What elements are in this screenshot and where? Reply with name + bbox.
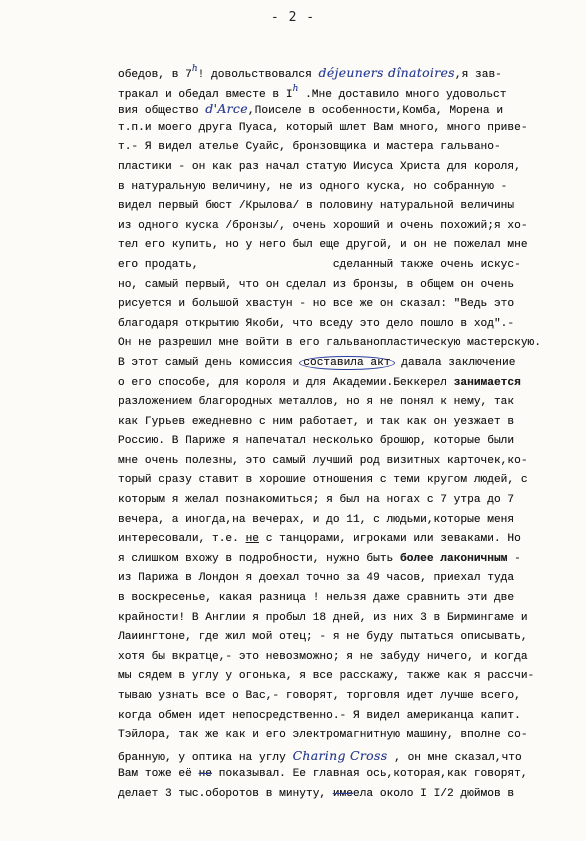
text-line-15: Он не разрешил мне войти в его гальванопластическую мастерскую. [118, 337, 541, 350]
typed-text: - [507, 552, 521, 565]
text-line-4: т.п.и моего друга Пуаса, который шлет Вам много, много приве- [118, 121, 528, 134]
text-line-33: тываю узнать все о Вас,- говорят, торговля идет лучше всего, [118, 690, 521, 702]
handwritten-superscript: h [292, 83, 299, 94]
typed-text: интересовали, т.е. [118, 533, 246, 546]
text-line-31: хотя бы вкратце,- это невозможно; я не забуду ничего, и когда [118, 650, 528, 663]
page-number: - 2 - [270, 10, 316, 25]
bold-text: занимается [453, 376, 521, 389]
text-line-18: разложением благородных металлов, но я не понял к нему, так [118, 396, 515, 409]
text-line-20: Россию. В Париже я напечатал несколько брошюр, которые были [118, 435, 515, 448]
text-line-5: т.- Я видел ателье Суайс, бронзовщика и мастера гальвано- [118, 141, 501, 154]
text-line-7: в натуральную величину, не из одного куска, но собранную - [118, 180, 508, 193]
text-line-11: его продать, сделанный также очень искус- [118, 258, 521, 271]
typed-text: делает 3 тыс.оборотов в минуту, [118, 787, 333, 800]
typed-text: с танцорами, игроками или зеваками. Но [259, 533, 521, 546]
text-line-2 [118, 80, 578, 100]
text-line-34: когда обмен идет непосредственно.- Я видел американца капит. [118, 709, 521, 722]
text-line-6: пластики - он как раз начал статую Иисуса Христа для короля, [118, 160, 521, 173]
typed-text: бранную, у оптика на углу [118, 751, 293, 764]
text-line-36 [118, 746, 578, 766]
typed-text: я слишком вхожу в подробности, нужно быть [118, 552, 400, 565]
text-line-3 [118, 99, 578, 119]
typed-text: вия общество [118, 105, 206, 118]
typed-text: ,Поиселе в особенности,Комба, Морена и [247, 105, 504, 118]
underlined-text: не [245, 533, 259, 546]
text-line-28: в воскресенье, какая разница ! нельзя даже сравнить эти две [118, 592, 515, 605]
typed-text: показывал. Ее главная ось,которая,как говорят, [212, 768, 528, 781]
typed-text: ела около I I/2 дюймов в [353, 787, 515, 800]
text-line-17 [118, 374, 578, 394]
typed-text: тракал и обедал вместе в I [118, 88, 293, 101]
typed-text: обедов, в 7 [118, 69, 192, 81]
text-line-8: видел первый бюст /Крылова/ в половину натуральной величины [118, 200, 515, 213]
text-line-32: мы сядем в углу у огонька, я все расскажу, также как я рассчи- [118, 670, 535, 683]
text-line-22: торый сразу ставит в хорошие отношения с теми кругом людей, с [118, 474, 528, 487]
struck-text: не [198, 768, 213, 781]
typed-text: давала заключение [394, 356, 516, 369]
text-line-27: из Парижа в Лондон я доехал точно за 49 часов, приехал туда [118, 572, 515, 585]
text-line-1 [118, 60, 578, 80]
typed-text: о его способе, для короля и для Академии.Беккерел [118, 376, 454, 389]
text-line-35: Тэйлора, так же как и его электромагнитную машину, вполне со- [118, 729, 528, 742]
text-line-30: Лаиингтоне, где жил мой отец; - я не буду пытаться описывать, [118, 631, 528, 644]
text-line-16 [118, 354, 578, 374]
text-line-26 [118, 550, 578, 570]
text-line-37 [118, 765, 578, 785]
text-line-24: вечера, а иногда,на вечерах, и до 11, с людьми,которые меня [118, 513, 515, 526]
text-line-21: мне очень полезны, это самый лучший род визитных карточек,ко- [118, 454, 528, 467]
struck-text: име [332, 787, 353, 800]
text-line-23: которым я желал познакомиться; я был на ногах с 7 утра до 7 [118, 494, 515, 507]
text-line-29: крайности! В Англии я пробыл 18 дней, из них 3 в Бирмингаме и [118, 611, 528, 624]
typed-text: В этот самый день комиссия [118, 356, 300, 369]
handwritten-superscript: h [191, 64, 198, 74]
text-line-9: из одного куска /бронзы/, очень хороший и очень похожий;я хо- [118, 219, 528, 232]
circled-correction: составила акт [299, 356, 394, 370]
typed-text: , он мне сказал,что [387, 751, 522, 764]
handwritten-insertion: Charing Cross [292, 747, 388, 763]
typed-text: ,я зав- [454, 69, 502, 81]
text-line-14: благодаря открытию Якоби, что вседу это дело пошло в ход".- [118, 317, 515, 330]
text-line-19: как Гурьев ежедневно с ним работает, и так как он уезжает в [118, 415, 515, 428]
text-line-13: рисуется и большой хвастун - но все же он сказал: "Ведь это [118, 298, 515, 311]
typed-text: Вам тоже её [118, 768, 199, 781]
bold-text: более лаконичным [399, 552, 508, 565]
handwritten-insertion: d'Arce [205, 101, 248, 117]
text-line-25 [118, 530, 578, 550]
typed-text: ! довольствовался [197, 69, 319, 81]
typed-text: .Мне доставило много удовольст [298, 88, 507, 101]
typed-letter-body [118, 60, 578, 805]
text-line-12: но, самый первый, что он сделал из бронзы, в общем он очень [118, 278, 515, 291]
handwritten-insertion: déjeuners dînatoires [318, 65, 455, 80]
text-line-10: тел его купить, но у него был еще другой, и он не пожелал мне [118, 239, 528, 252]
text-line-38 [118, 785, 578, 805]
